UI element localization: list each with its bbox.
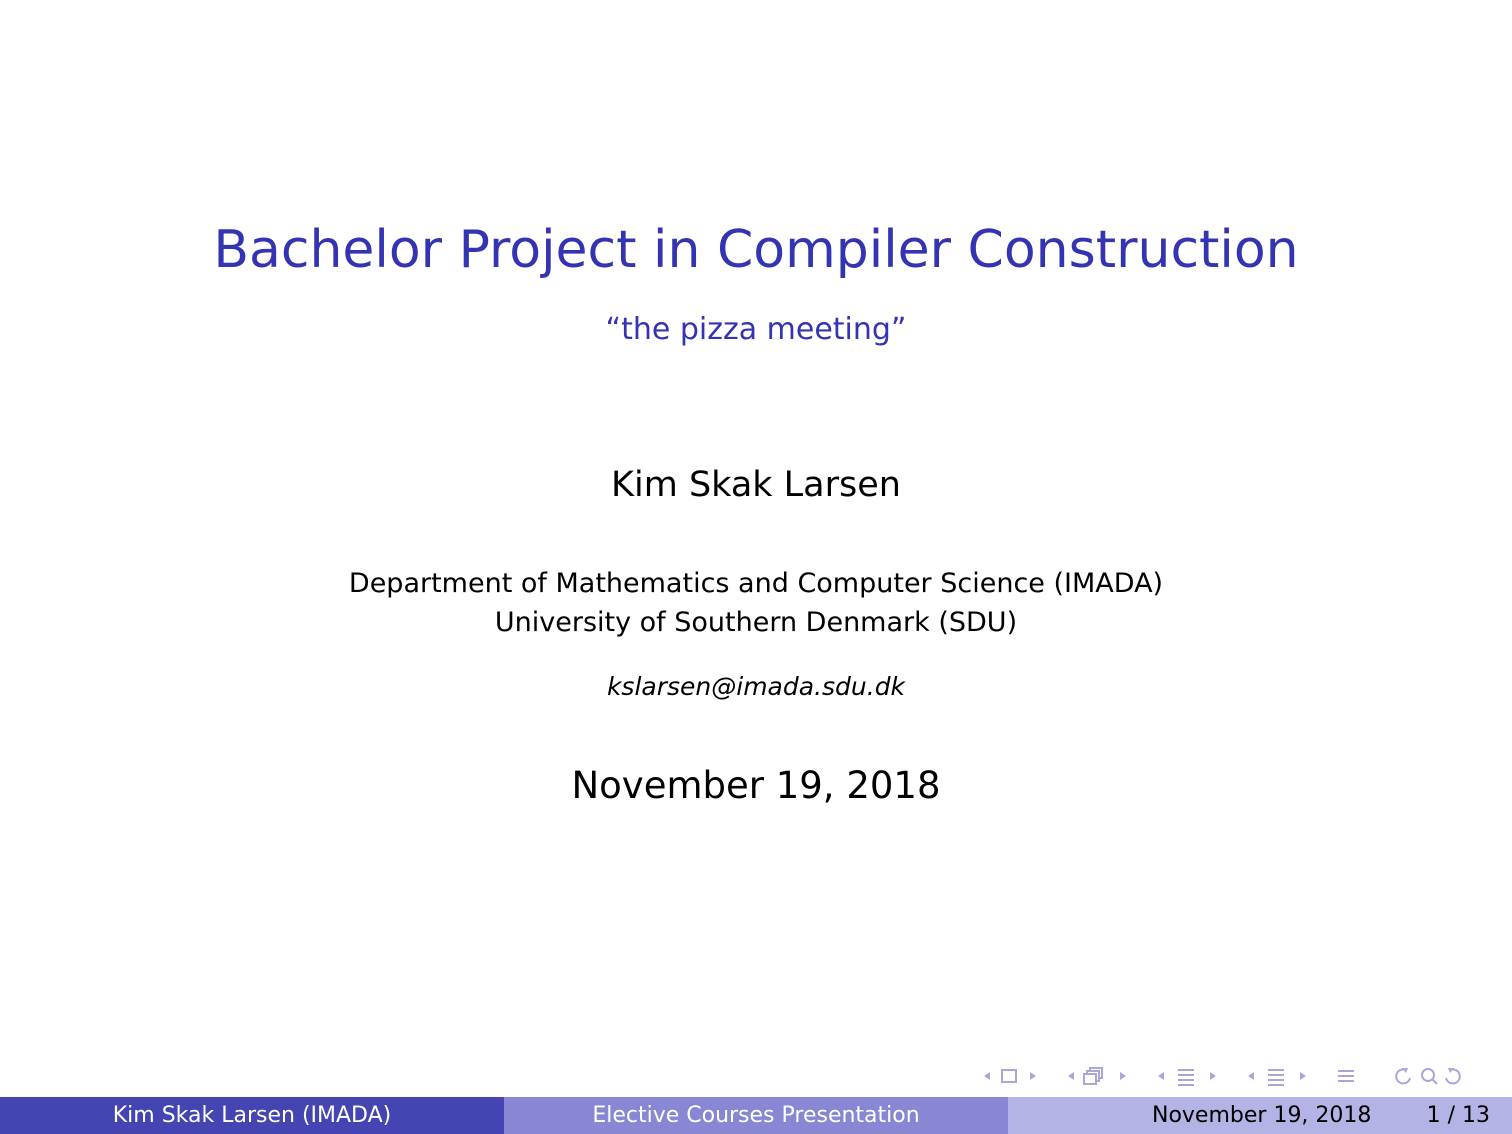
frame-nav-icon[interactable]	[980, 1064, 1040, 1088]
subsubsection-nav[interactable]	[1244, 1064, 1310, 1088]
search-back-forward-icon[interactable]	[1392, 1064, 1464, 1088]
institute-line-2: University of Southern Denmark (SDU)	[494, 607, 1018, 638]
slide-subtitle: “the pizza meeting”	[605, 312, 907, 347]
footer-info	[1008, 1097, 1512, 1134]
section-nav[interactable]	[1154, 1064, 1220, 1088]
frame-nav[interactable]	[980, 1064, 1040, 1088]
search-nav[interactable]	[1392, 1064, 1464, 1088]
subsection-nav[interactable]	[1064, 1064, 1130, 1088]
align-nav[interactable]	[1334, 1064, 1358, 1088]
section-nav-icon[interactable]	[1154, 1064, 1220, 1088]
navigation-symbols	[980, 1064, 1464, 1088]
align-icon[interactable]	[1334, 1064, 1358, 1088]
institute-line-1: Department of Mathematics and Computer Science (IMADA)	[348, 568, 1164, 599]
footer-date: November 19, 2018	[1152, 1103, 1372, 1128]
footer-page-number: 1 / 13	[1426, 1103, 1490, 1128]
slide-title: Bachelor Project in Compiler Construction	[213, 220, 1299, 280]
presentation-date: November 19, 2018	[571, 764, 941, 807]
footer-author: Kim Skak Larsen (IMADA)	[0, 1097, 504, 1134]
author-name: Kim Skak Larsen	[611, 465, 901, 505]
footline	[0, 1097, 1512, 1134]
author-email[interactable]: kslarsen@imada.sdu.dk	[606, 672, 906, 701]
footer-title: Elective Courses Presentation	[504, 1097, 1008, 1134]
subsubsection-nav-icon[interactable]	[1244, 1064, 1310, 1088]
subsection-nav-icon[interactable]	[1064, 1064, 1130, 1088]
